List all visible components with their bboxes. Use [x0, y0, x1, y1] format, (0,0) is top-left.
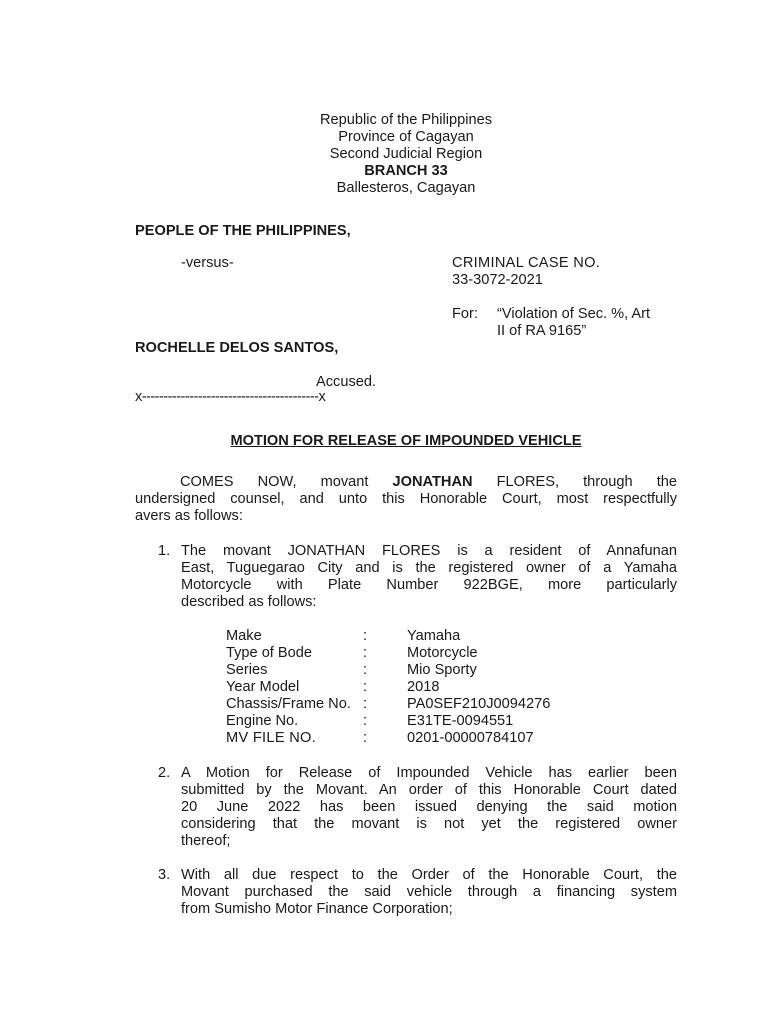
- header-location: Ballesteros, Cagayan: [336, 180, 476, 196]
- for-label: For:: [452, 306, 478, 322]
- spec-value: Yamaha: [407, 628, 461, 644]
- item-2-line-4: considering that the movant is not yet the registered owner: [181, 816, 677, 832]
- spec-value: Motorcycle: [407, 645, 478, 661]
- accused-label: Accused.: [316, 374, 377, 390]
- spec-sep: :: [363, 730, 368, 746]
- item-2-line-5: thereof;: [181, 833, 231, 849]
- item-1-line-2: East, Tuguegarao City and is the registered owner of a Yamaha: [181, 560, 677, 576]
- spec-sep: :: [363, 645, 368, 661]
- case-label: CRIMINAL CASE NO.: [452, 255, 601, 271]
- header-republic: Republic of the Philippines: [320, 112, 492, 128]
- item-3-line-1: With all due respect to the Order of the Honorable Court, the: [181, 867, 677, 883]
- spec-label: Type of Bode: [226, 645, 313, 661]
- caption-separator: x-----------------------------------------x: [135, 389, 326, 405]
- header-branch: BRANCH 33: [364, 163, 448, 179]
- item-2-line-1: A Motion for Release of Impounded Vehicle has earlier been: [181, 765, 677, 781]
- item-2-number: 2.: [158, 765, 171, 781]
- item-3-line-2: Movant purchased the said vehicle through a financing system: [181, 884, 677, 900]
- intro-text-rest: FLORES, through the: [472, 474, 677, 490]
- case-number: 33-3072-2021: [452, 272, 543, 288]
- header-region: Second Judicial Region: [329, 146, 483, 162]
- item-3-number: 3.: [158, 867, 171, 883]
- spec-value: E31TE-0094551: [407, 713, 514, 729]
- header-province: Province of Cagayan: [338, 129, 474, 145]
- spec-sep: :: [363, 662, 368, 678]
- item-2-line-2: submitted by the Movant. An order of this Honorable Court dated: [181, 782, 677, 798]
- motion-title: MOTION FOR RELEASE OF IMPOUNDED VEHICLE: [230, 433, 582, 449]
- spec-sep: :: [363, 713, 368, 729]
- spec-sep: :: [363, 696, 368, 712]
- spec-label: Year Model: [226, 679, 300, 695]
- spec-label: Engine No.: [226, 713, 299, 729]
- item-1-text: [181, 543, 677, 611]
- charge-line-2: II of RA 9165”: [497, 323, 587, 339]
- court-header: [0, 112, 768, 197]
- intro-line-2: undersigned counsel, and unto this Honorable Court, most respectfully: [135, 491, 677, 507]
- spec-value: PA0SEF210J0094276: [407, 696, 551, 712]
- spec-label: Chassis/Frame No.: [226, 696, 351, 712]
- item-3-text: [181, 867, 677, 918]
- movant-first-name: JONATHAN: [392, 474, 473, 490]
- spec-label: Series: [226, 662, 268, 678]
- spec-sep: :: [363, 628, 368, 644]
- item-1-line-3: Motorcycle with Plate Number 922BGE, more particularly: [181, 577, 677, 593]
- intro-line-1: [135, 474, 677, 491]
- item-2-line-3: 20 June 2022 has been issued denying the said motion: [181, 799, 677, 815]
- spec-value: 2018: [407, 679, 440, 695]
- item-1-line-1: The movant JONATHAN FLORES is a resident of Annafunan: [181, 543, 677, 559]
- spec-label: Make: [226, 628, 262, 644]
- intro-line-3: avers as follows:: [135, 508, 243, 524]
- item-3-line-3: from Sumisho Motor Finance Corporation;: [181, 901, 453, 917]
- spec-value: 0201-00000784107: [407, 730, 534, 746]
- intro-text: COMES NOW, movant: [180, 474, 393, 490]
- vehicle-spec-table: [226, 628, 626, 748]
- plaintiff-name: PEOPLE OF THE PHILIPPINES,: [135, 223, 351, 239]
- item-1-number: 1.: [158, 543, 171, 559]
- spec-label: MV FILE NO.: [226, 730, 317, 746]
- item-1-line-4: described as follows:: [181, 594, 317, 610]
- spec-value: Mio Sporty: [407, 662, 477, 678]
- versus-label: -versus-: [181, 255, 234, 271]
- accused-name: ROCHELLE DELOS SANTOS,: [135, 340, 339, 356]
- charge-line-1: “Violation of Sec. %, Art: [497, 306, 651, 322]
- spec-sep: :: [363, 679, 368, 695]
- intro-paragraph: [135, 474, 677, 525]
- item-2-text: [181, 765, 677, 850]
